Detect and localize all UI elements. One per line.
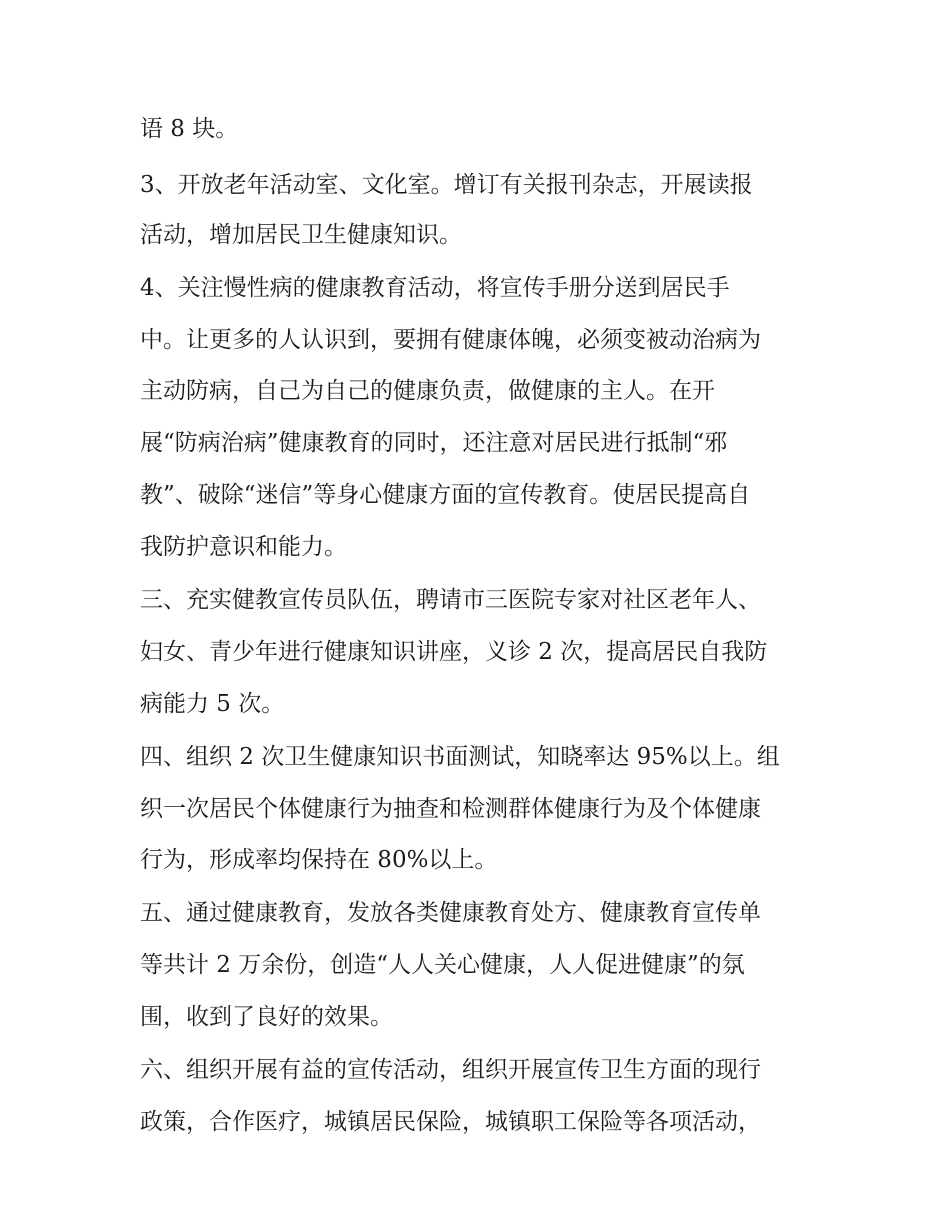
- text-line: 病能力 5 次。: [140, 690, 285, 717]
- text-line: 行为，形成率均保持在 80%以上。: [140, 847, 498, 874]
- text-line: 我防护意识和能力。: [140, 534, 347, 561]
- text-line: 妇女、青少年进行健康知识讲座，义诊 2 次，提高居民自我防: [140, 638, 768, 665]
- text-line: 展“防病治病”健康教育的同时，还注意对居民进行抵制“邪: [140, 430, 728, 457]
- text-line: 三、充实健教宣传员队伍，聘请市三医院专家对社区老年人、: [140, 587, 761, 614]
- document-body: [140, 111, 820, 1142]
- text-line: 3、开放老年活动室、文化室。增订有关报刊杂志，开展读报: [140, 171, 753, 198]
- text-line: 语 8 块。: [140, 116, 239, 142]
- text-line: 织一次居民个体健康行为抽查和检测群体健康行为及个体健康: [140, 795, 761, 822]
- text-line: 等共计 2 万余份，创造“人人关心健康，人人促进健康”的氛: [140, 952, 745, 979]
- text-line: 围，收到了良好的效果。: [140, 1004, 393, 1031]
- text-line: 4、关注慢性病的健康教育活动，将宣传手册分送到居民手: [140, 274, 730, 301]
- text-line: 主动防病，自己为自己的健康负责，做健康的主人。在开: [140, 378, 715, 405]
- text-line: 中。让更多的人认识到，要拥有健康体魄，必须变被动治病为: [140, 326, 761, 353]
- text-line: 六、组织开展有益的宣传活动，组织开展宣传卫生方面的现行: [140, 1057, 761, 1084]
- text-line: 四、组织 2 次卫生健康知识书面测试，知晓率达 95%以上。组: [140, 743, 780, 770]
- text-line: 五、通过健康教育，发放各类健康教育处方、健康教育宣传单: [140, 900, 761, 927]
- text-line: 政策，合作医疗，城镇居民保险，城镇职工保险等各项活动，: [140, 1108, 761, 1135]
- text-line: 教”、破除“迷信”等身心健康方面的宣传教育。使居民提高自: [140, 482, 751, 509]
- text-line: 活动，增加居民卫生健康知识。: [140, 221, 462, 248]
